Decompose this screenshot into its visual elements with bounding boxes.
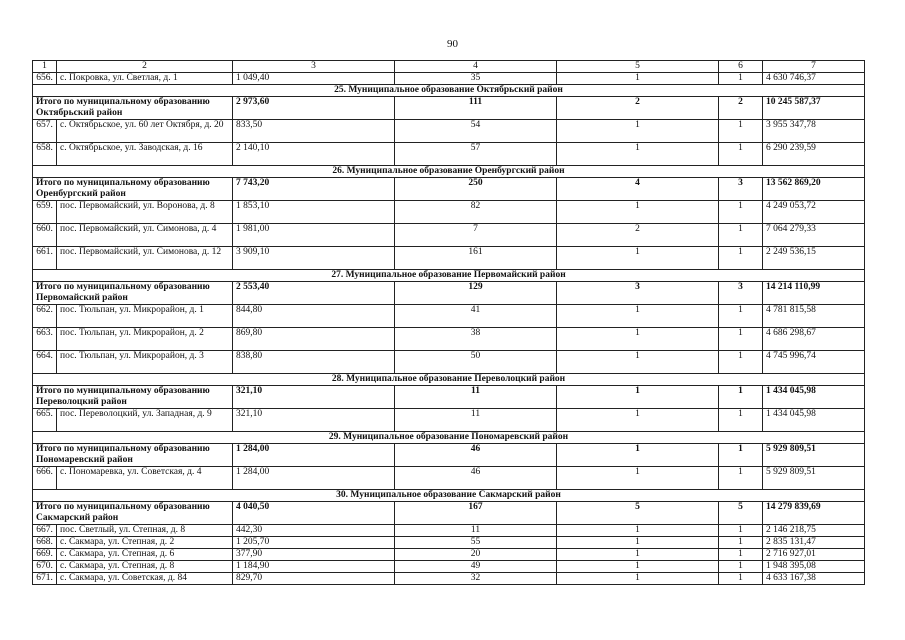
area-cell: 869,80 [233,328,395,351]
sum-cell: 4 249 053,72 [763,201,865,224]
table-row [33,201,865,224]
col5-cell: 1 [557,328,719,351]
subtotal-area: 4 040,50 [233,502,395,525]
subtotal-col6: 5 [719,502,763,525]
table-row [33,525,865,537]
row-number: 671. [33,573,57,585]
col5-cell: 1 [557,467,719,490]
subtotal-residents: 111 [395,97,557,120]
subtotal-sum: 5 929 809,51 [763,444,865,467]
col5-cell: 2 [557,224,719,247]
subtotal-col6: 3 [719,282,763,305]
subtotal-row [33,97,865,120]
row-number: 664. [33,351,57,374]
subtotal-col6: 1 [719,386,763,409]
col5-cell: 1 [557,201,719,224]
subtotal-col5: 4 [557,178,719,201]
col5-cell: 1 [557,247,719,270]
subtotal-area: 1 284,00 [233,444,395,467]
address-cell: с. Сакмара, ул. Степная, д. 6 [57,549,233,561]
column-number: 6 [719,61,763,73]
residents-cell: 35 [395,73,557,85]
register-table [32,60,865,585]
col6-cell: 1 [719,573,763,585]
section-header-row [33,270,865,282]
sum-cell: 5 929 809,51 [763,467,865,490]
address-cell: пос. Тюльпан, ул. Микрорайон, д. 3 [57,351,233,374]
row-number: 670. [33,561,57,573]
table-row [33,247,865,270]
row-number: 666. [33,467,57,490]
residents-cell: 161 [395,247,557,270]
area-cell: 377,90 [233,549,395,561]
register-table-body [33,61,865,585]
column-number: 2 [57,61,233,73]
col6-cell: 1 [719,305,763,328]
col6-cell: 1 [719,143,763,166]
subtotal-label: Итого по муниципальному образованию Первомайский район [33,282,233,305]
sum-cell: 2 835 131,47 [763,537,865,549]
address-cell: пос. Первомайский, ул. Воронова, д. 8 [57,201,233,224]
col6-cell: 1 [719,537,763,549]
sum-cell: 4 745 996,74 [763,351,865,374]
column-number: 7 [763,61,865,73]
residents-cell: 11 [395,409,557,432]
sum-cell: 4 633 167,38 [763,573,865,585]
section-title: 30. Муниципальное образование Сакмарский район [33,490,865,502]
subtotal-row [33,386,865,409]
area-cell: 838,80 [233,351,395,374]
sum-cell: 3 955 347,78 [763,120,865,143]
row-number: 657. [33,120,57,143]
col5-cell: 1 [557,143,719,166]
address-cell: пос. Тюльпан, ул. Микрорайон, д. 2 [57,328,233,351]
table-row [33,549,865,561]
subtotal-col5: 2 [557,97,719,120]
row-number: 659. [33,201,57,224]
sum-cell: 4 630 746,37 [763,73,865,85]
subtotal-sum: 14 279 839,69 [763,502,865,525]
subtotal-label: Итого по муниципальному образованию Сакмарский район [33,502,233,525]
subtotal-residents: 129 [395,282,557,305]
sum-cell: 2 249 536,15 [763,247,865,270]
sum-cell: 1 434 045,98 [763,409,865,432]
area-cell: 844,80 [233,305,395,328]
column-number: 5 [557,61,719,73]
subtotal-col5: 1 [557,444,719,467]
subtotal-row [33,502,865,525]
col5-cell: 1 [557,573,719,585]
section-header-row [33,85,865,97]
residents-cell: 57 [395,143,557,166]
subtotal-col6: 1 [719,444,763,467]
subtotal-col5: 3 [557,282,719,305]
area-cell: 321,10 [233,409,395,432]
address-cell: пос. Первомайский, ул. Симонова, д. 12 [57,247,233,270]
table-row [33,328,865,351]
section-title: 26. Муниципальное образование Оренбургский район [33,166,865,178]
residents-cell: 20 [395,549,557,561]
sum-cell: 2 716 927,01 [763,549,865,561]
residents-cell: 7 [395,224,557,247]
sum-cell: 4 686 298,67 [763,328,865,351]
area-cell: 1 284,00 [233,467,395,490]
subtotal-residents: 11 [395,386,557,409]
address-cell: с. Сакмара, ул. Степная, д. 2 [57,537,233,549]
subtotal-area: 7 743,20 [233,178,395,201]
col5-cell: 1 [557,549,719,561]
col6-cell: 1 [719,409,763,432]
row-number: 669. [33,549,57,561]
table-row [33,143,865,166]
col6-cell: 1 [719,467,763,490]
area-cell: 1 981,00 [233,224,395,247]
area-cell: 1 184,90 [233,561,395,573]
column-number-row [33,61,865,73]
table-row [33,467,865,490]
row-number: 658. [33,143,57,166]
subtotal-sum: 13 562 869,20 [763,178,865,201]
row-number: 668. [33,537,57,549]
page-number: 90 [447,38,458,50]
address-cell: пос. Тюльпан, ул. Микрорайон, д. 1 [57,305,233,328]
residents-cell: 55 [395,537,557,549]
address-cell: с. Сакмара, ул. Степная, д. 8 [57,561,233,573]
address-cell: с. Сакмара, ул. Советская, д. 84 [57,573,233,585]
row-number: 656. [33,73,57,85]
subtotal-label: Итого по муниципальному образованию Октябрьский район [33,97,233,120]
section-header-row [33,432,865,444]
address-cell: пос. Светлый, ул. Степная, д. 8 [57,525,233,537]
col5-cell: 1 [557,525,719,537]
section-header-row [33,374,865,386]
col6-cell: 1 [719,201,763,224]
col6-cell: 1 [719,328,763,351]
address-cell: с. Октябрьское, ул. Заводская, д. 16 [57,143,233,166]
residents-cell: 11 [395,525,557,537]
residents-cell: 41 [395,305,557,328]
residents-cell: 82 [395,201,557,224]
row-number: 667. [33,525,57,537]
subtotal-area: 2 973,60 [233,97,395,120]
address-cell: пос. Переволоцкий, ул. Западная, д. 9 [57,409,233,432]
subtotal-label: Итого по муниципальному образованию Пономаревский район [33,444,233,467]
area-cell: 1 205,70 [233,537,395,549]
address-cell: пос. Первомайский, ул. Симонова, д. 4 [57,224,233,247]
col6-cell: 1 [719,120,763,143]
residents-cell: 54 [395,120,557,143]
sum-cell: 2 146 218,75 [763,525,865,537]
subtotal-col5: 1 [557,386,719,409]
area-cell: 3 909,10 [233,247,395,270]
subtotal-residents: 46 [395,444,557,467]
section-title: 25. Муниципальное образование Октябрьский район [33,85,865,97]
col5-cell: 1 [557,537,719,549]
col5-cell: 1 [557,351,719,374]
row-number: 662. [33,305,57,328]
section-title: 27. Муниципальное образование Первомайский район [33,270,865,282]
row-number: 660. [33,224,57,247]
sum-cell: 4 781 815,58 [763,305,865,328]
column-number: 4 [395,61,557,73]
table-row [33,537,865,549]
area-cell: 1 049,40 [233,73,395,85]
address-cell: с. Пономаревка, ул. Советская, д. 4 [57,467,233,490]
col6-cell: 1 [719,247,763,270]
table-row [33,409,865,432]
table-row [33,73,865,85]
subtotal-residents: 167 [395,502,557,525]
subtotal-sum: 14 214 110,99 [763,282,865,305]
subtotal-residents: 250 [395,178,557,201]
area-cell: 2 140,10 [233,143,395,166]
subtotal-col5: 5 [557,502,719,525]
section-header-row [33,490,865,502]
column-number: 1 [33,61,57,73]
subtotal-sum: 1 434 045,98 [763,386,865,409]
section-title: 28. Муниципальное образование Переволоцкий район [33,374,865,386]
column-number: 3 [233,61,395,73]
table-row [33,351,865,374]
col5-cell: 1 [557,305,719,328]
subtotal-col6: 2 [719,97,763,120]
area-cell: 442,30 [233,525,395,537]
subtotal-col6: 3 [719,178,763,201]
subtotal-label: Итого по муниципальному образованию Оренбургский район [33,178,233,201]
sum-cell: 6 290 239,59 [763,143,865,166]
sum-cell: 1 948 395,08 [763,561,865,573]
row-number: 665. [33,409,57,432]
sum-cell: 7 064 279,33 [763,224,865,247]
col6-cell: 1 [719,525,763,537]
table-row [33,120,865,143]
subtotal-area: 2 553,40 [233,282,395,305]
subtotal-row [33,444,865,467]
residents-cell: 38 [395,328,557,351]
col5-cell: 1 [557,409,719,432]
address-cell: с. Октябрьское, ул. 60 лет Октября, д. 20 [57,120,233,143]
subtotal-row [33,282,865,305]
table-row [33,561,865,573]
subtotal-area: 321,10 [233,386,395,409]
section-title: 29. Муниципальное образование Пономаревский район [33,432,865,444]
col5-cell: 1 [557,73,719,85]
area-cell: 833,50 [233,120,395,143]
residents-cell: 49 [395,561,557,573]
col5-cell: 1 [557,120,719,143]
subtotal-sum: 10 245 587,37 [763,97,865,120]
col6-cell: 1 [719,561,763,573]
col6-cell: 1 [719,73,763,85]
area-cell: 829,70 [233,573,395,585]
table-row [33,573,865,585]
residents-cell: 32 [395,573,557,585]
col5-cell: 1 [557,561,719,573]
subtotal-label: Итого по муниципальному образованию Переволоцкий район [33,386,233,409]
section-header-row [33,166,865,178]
address-cell: с. Покровка, ул. Светлая, д. 1 [57,73,233,85]
col6-cell: 1 [719,351,763,374]
col6-cell: 1 [719,224,763,247]
table-row [33,224,865,247]
residents-cell: 46 [395,467,557,490]
residents-cell: 50 [395,351,557,374]
subtotal-row [33,178,865,201]
row-number: 661. [33,247,57,270]
row-number: 663. [33,328,57,351]
area-cell: 1 853,10 [233,201,395,224]
col6-cell: 1 [719,549,763,561]
table-row [33,305,865,328]
